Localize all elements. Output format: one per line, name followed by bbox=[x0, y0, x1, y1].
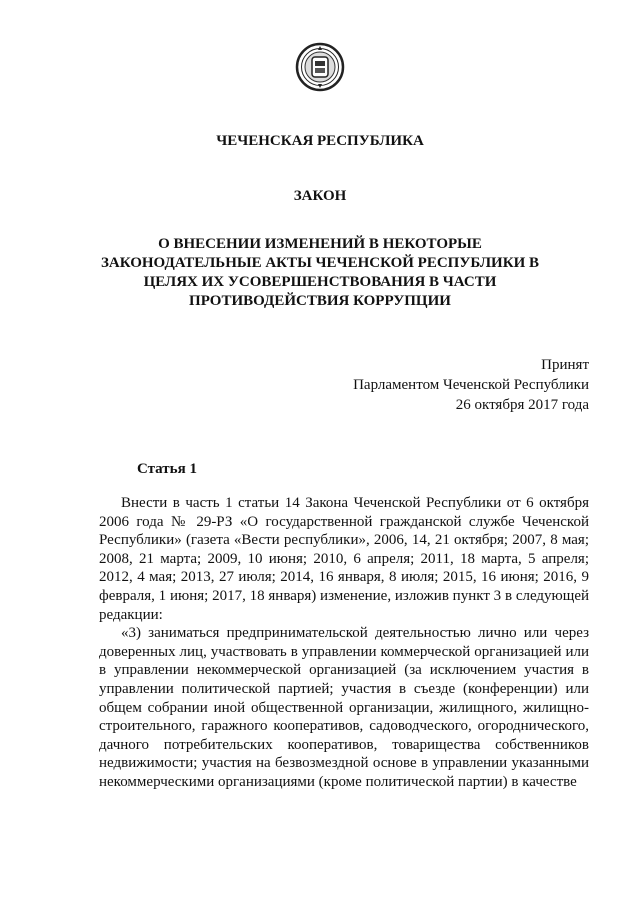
adopted-label: Принят bbox=[541, 357, 589, 373]
paragraph: Внести в часть 1 статьи 14 Закона Чеченской Республики от 6 октября 2006 года № 29-РЗ «О государственной гражданской службе Чеченской Республики» (газета «Вести республики», 2006, 14, 21 октября; 2007, 8 мая; 2008, 21 марта; 2009, 10 июня; 2010, 6 апреля; 2011, 18 марта, 5 апреля; 2012, 4 мая; 2013, 27 июля; 2014, 16 января, 8 июля; 2015, 16 июня; 2016, 9 февраля, 1 июня; 2017, 18 января) изменение, изложив пункт 3 в следующей редакции: bbox=[99, 495, 589, 623]
adopted-by: Парламентом Чеченской Республики bbox=[353, 377, 589, 393]
adoption-block bbox=[353, 355, 589, 415]
article-heading: Статья 1 bbox=[137, 461, 197, 477]
coat-of-arms-seal-icon bbox=[295, 42, 345, 92]
document-type-heading: ЗАКОН bbox=[293, 188, 347, 204]
law-title: О ВНЕСЕНИИ ИЗМЕНЕНИЙ В НЕКОТОРЫЕ ЗАКОНОДАТЕЛЬНЫЕ АКТЫ ЧЕЧЕНСКОЙ РЕСПУБЛИКИ В ЦЕЛЯХ ИХ УСОВЕРШЕНСТВОВАНИЯ В ЧАСТИ ПРОТИВОДЕЙСТВИЯ КОРРУПЦИИ bbox=[100, 236, 540, 309]
paragraph: «3) заниматься предпринимательской деятельностью лично или через доверенных лиц, участвовать в управлении коммерческой организацией или в управлении некоммерческой организацией (за исключением участия в управлении политической партией; участия в съезде (конференции) или общем собрании иной общественной организации, жилищного, жилищно-строительного, гаражного кооперативов, садоводческого, огороднического, дачного потребительских кооперативов, товарищества собственников недвижимости; участия на безвозмездной основе в управлении указанными некоммерческими организациями (кроме политической партии) в качестве bbox=[99, 625, 589, 790]
article-body bbox=[99, 494, 589, 792]
adopted-date: 26 октября 2017 года bbox=[455, 397, 589, 413]
republic-heading: ЧЕЧЕНСКАЯ РЕСПУБЛИКА bbox=[216, 133, 424, 149]
